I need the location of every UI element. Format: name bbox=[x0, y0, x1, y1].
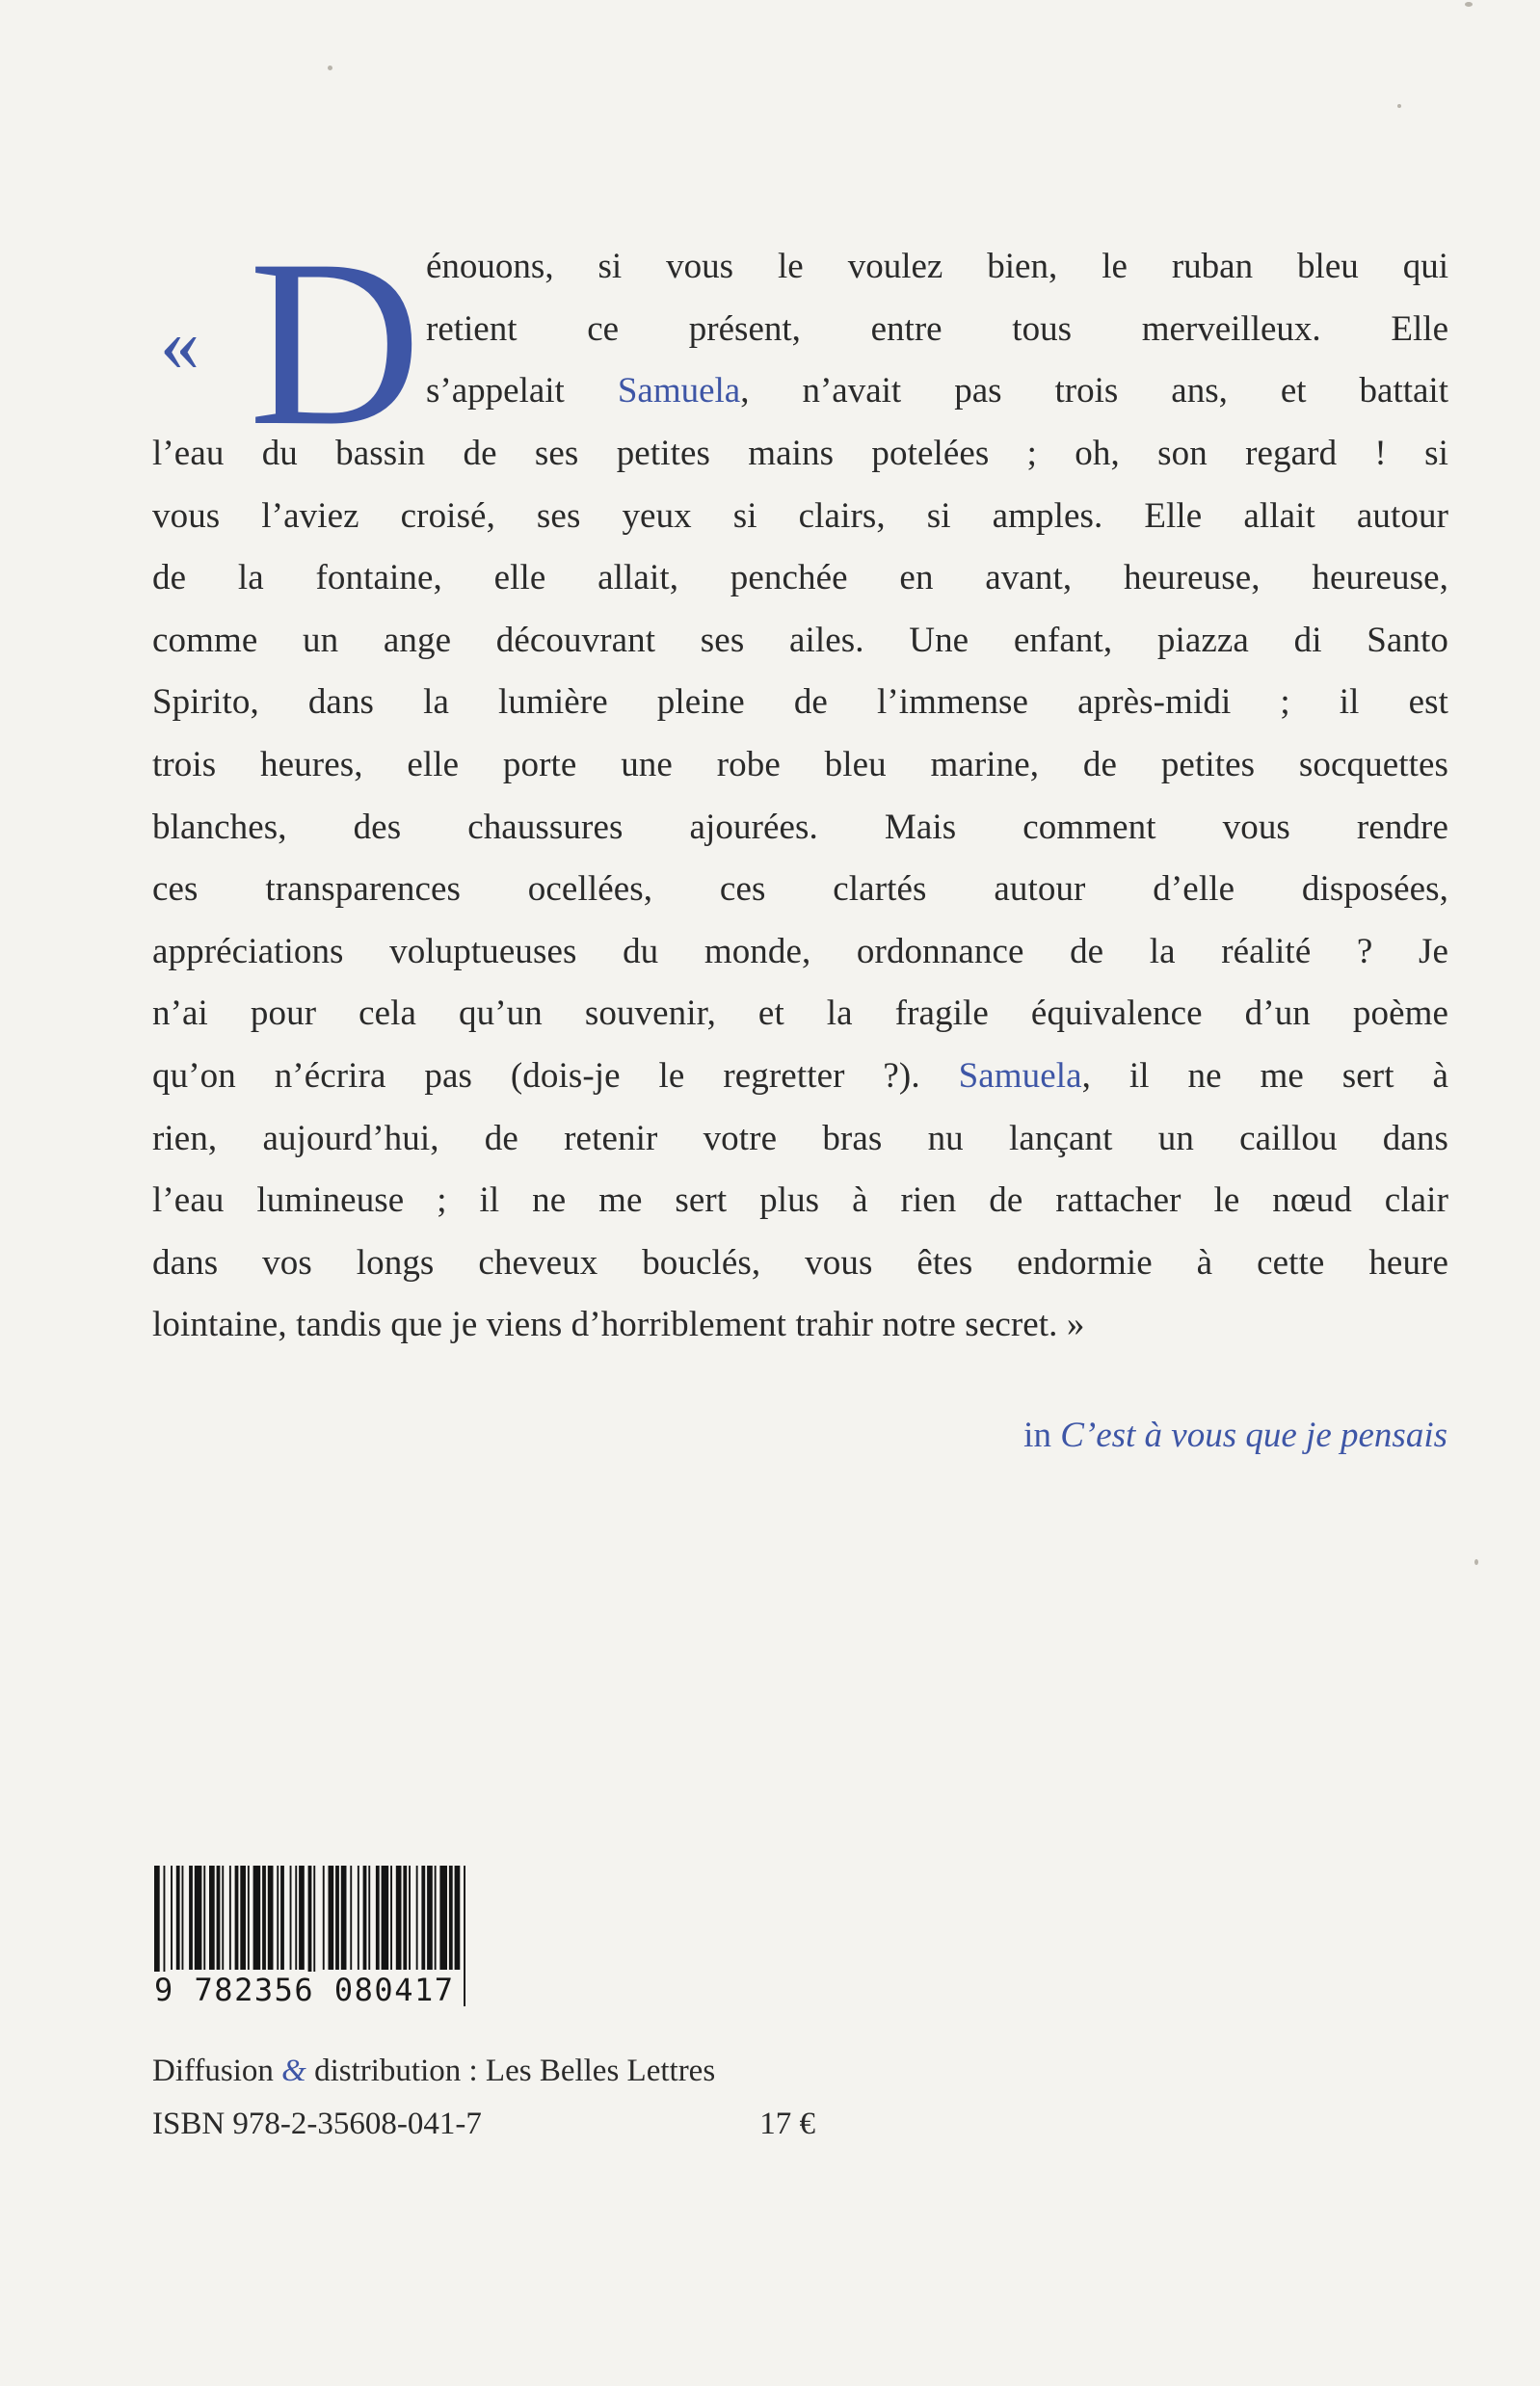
source-prefix: in bbox=[1023, 1416, 1061, 1455]
distribution-text: distribution : Les Belles Lettres bbox=[305, 2054, 716, 2088]
barcode-bar bbox=[350, 1866, 352, 1970]
quote-line: l’eau du bassin de ses petites mains potelées ; oh, son regard ! si bbox=[152, 434, 1448, 473]
barcode-bar bbox=[195, 1866, 202, 1970]
barcode-bar bbox=[363, 1866, 367, 1970]
quote-source bbox=[1023, 1415, 1447, 1456]
drop-cap-letter: D bbox=[249, 210, 422, 475]
paper-speck bbox=[1465, 2, 1473, 7]
quote-line: dans vos longs cheveux bouclés, vous êtes endormie à cette heure bbox=[152, 1242, 1448, 1283]
quote-line: vous l’aviez croisé, ses yeux si clairs, si amples. Elle allait autour bbox=[152, 495, 1448, 536]
quote-line: énouons, si vous le voulez bien, le ruban bleu qui bbox=[426, 247, 1448, 286]
quote-first-lines bbox=[426, 236, 1448, 423]
barcode-bar bbox=[277, 1866, 279, 1970]
barcode-bar bbox=[421, 1866, 425, 1970]
barcode-bar bbox=[416, 1866, 418, 1970]
source-book-title: C’est à vous que je pensais bbox=[1060, 1416, 1447, 1455]
barcode-bar bbox=[240, 1866, 246, 1970]
barcode-bar bbox=[217, 1866, 221, 1970]
quote-line bbox=[426, 360, 1448, 423]
ampersand: & bbox=[281, 2054, 306, 2088]
quote-line: Spirito, dans la lumière pleine de l’immense après-midi ; il est bbox=[152, 682, 1448, 723]
barcode-bar bbox=[409, 1866, 411, 1970]
quote-line bbox=[152, 1046, 1448, 1108]
quote-text: s’appelait bbox=[426, 371, 618, 411]
barcode-bar bbox=[455, 1866, 461, 1970]
barcode-bar bbox=[323, 1866, 325, 1970]
barcode-bar bbox=[229, 1866, 231, 1970]
barcode-bar bbox=[390, 1866, 392, 1970]
paper-speck bbox=[1474, 1559, 1478, 1565]
price: 17 € bbox=[759, 2107, 815, 2141]
barcode-bar bbox=[299, 1866, 305, 1970]
barcode-bar bbox=[403, 1866, 407, 1970]
barcode-bar bbox=[203, 1866, 205, 1970]
barcode-bar bbox=[382, 1866, 389, 1970]
quote-line: blanches, des chaussures ajourées. Mais comment vous rendre bbox=[152, 807, 1448, 847]
barcode-bar bbox=[280, 1866, 284, 1970]
barcode-bar bbox=[368, 1866, 370, 1970]
barcode-bar bbox=[235, 1866, 239, 1970]
barcode-bar bbox=[176, 1866, 180, 1970]
quote-line: appréciations voluptueuses du monde, ordonnance de la réalité ? Je bbox=[152, 931, 1448, 971]
distribution-line bbox=[152, 2045, 815, 2098]
quote-text: , il ne me sert à bbox=[1081, 1055, 1448, 1096]
barcode-bar bbox=[329, 1866, 334, 1970]
barcode-bar bbox=[435, 1866, 437, 1970]
quote-line: de la fontaine, elle allait, penchée en avant, heureuse, heureuse, bbox=[152, 558, 1448, 598]
quote-line: l’eau lumineuse ; il ne me sert plus à rien de rattacher le nœud clair bbox=[152, 1180, 1448, 1221]
name-samuela: Samuela bbox=[958, 1055, 1082, 1096]
barcode-bar bbox=[209, 1866, 215, 1970]
quote-text: , n’avait pas trois ans, et battait bbox=[740, 371, 1448, 411]
quote-line: n’ai pour cela qu’un souvenir, et la fragile équivalence d’un poème bbox=[152, 994, 1448, 1034]
quote-text: qu’on n’écrira pas (dois-je le regretter ?). bbox=[152, 1055, 959, 1096]
barcode-bar bbox=[253, 1866, 261, 1970]
quote-line: comme un ange découvrant ses ailes. Une enfant, piazza di Santo bbox=[152, 620, 1448, 660]
barcode-bar bbox=[295, 1866, 297, 1970]
quote-line: rien, aujourd’hui, de retenir votre bras nu lançant un caillou dans bbox=[152, 1118, 1448, 1158]
barcode-bar bbox=[376, 1866, 380, 1970]
quote-line: lointaine, tandis que je viens d’horriblement trahir notre secret. » bbox=[152, 1305, 1085, 1345]
barcode-bar bbox=[335, 1866, 339, 1970]
name-samuela: Samuela bbox=[617, 371, 741, 411]
quote-line: trois heures, elle porte une robe bleu marine, de petites socquettes bbox=[152, 744, 1448, 784]
barcode-bar bbox=[341, 1866, 347, 1970]
opening-guillemet: « bbox=[160, 300, 199, 387]
barcode-bar bbox=[290, 1866, 292, 1970]
colophon bbox=[152, 2045, 815, 2151]
paper-speck bbox=[328, 66, 332, 70]
barcode-bar bbox=[189, 1866, 193, 1970]
barcode-bar bbox=[396, 1866, 402, 1970]
barcode-bar bbox=[427, 1866, 433, 1970]
barcode-bar bbox=[268, 1866, 274, 1970]
quote-line: retient ce présent, entre tous merveilleux. Elle bbox=[426, 308, 1448, 349]
paper-speck bbox=[1397, 104, 1401, 108]
quote-line: ces transparences ocellées, ces clartés autour d’elle disposées, bbox=[152, 869, 1448, 910]
distribution-text: Diffusion bbox=[152, 2054, 282, 2088]
isbn-price-row bbox=[152, 2098, 815, 2151]
barcode-bar bbox=[464, 1866, 465, 2006]
barcode-bar bbox=[222, 1866, 224, 1970]
barcode-bar bbox=[248, 1866, 250, 1970]
barcode-bar bbox=[171, 1866, 173, 1970]
barcode-bar bbox=[439, 1866, 447, 1970]
quote-body bbox=[152, 423, 1448, 1357]
barcode-bar bbox=[449, 1866, 453, 1970]
barcode-bar bbox=[182, 1866, 184, 1970]
isbn: ISBN 978-2-35608-041-7 bbox=[152, 2107, 482, 2141]
barcode-bar bbox=[262, 1866, 266, 1970]
barcode-bar bbox=[358, 1866, 359, 1970]
barcode-digits: 9 782356 080417 bbox=[154, 1972, 455, 2008]
